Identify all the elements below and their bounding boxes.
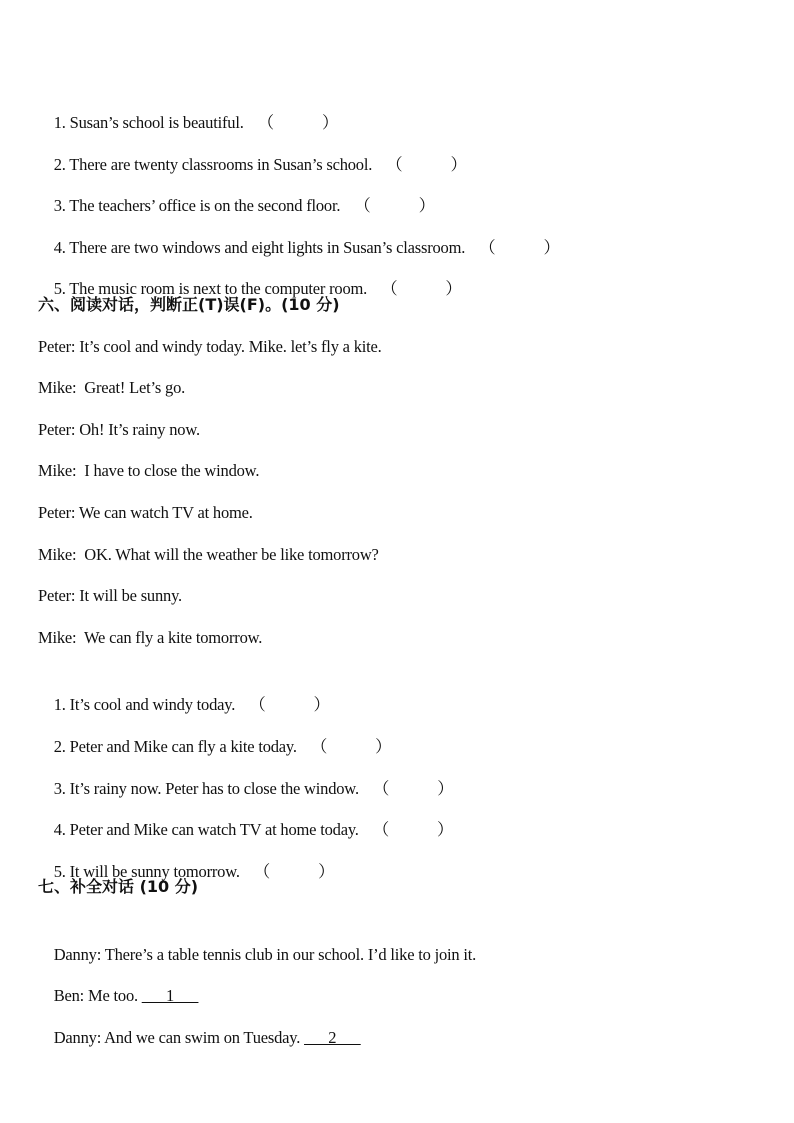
worksheet-content: [38, 84, 778, 1048]
answer-paren[interactable]: （ ）: [310, 736, 392, 756]
answer-paren[interactable]: （ ）: [249, 695, 330, 715]
section-seven-heading: 七、补全对话 (10 分): [38, 877, 199, 897]
tf-item: 5. The music room is next to the computer room. （ ）: [38, 250, 778, 292]
answer-paren[interactable]: （ ）: [253, 861, 335, 881]
dialogue-line: Ben: Me too. ___1___: [53, 986, 199, 1006]
tf-item: 3. It’s rainy now. Peter has to close the window. （ ）: [38, 750, 778, 792]
answer-paren[interactable]: （ ）: [479, 237, 560, 257]
dialogue-line: Danny: And we can swim on Tuesday. ___2___: [53, 1028, 361, 1048]
dialogue-line: Peter: Oh! It’s rainy now.: [38, 419, 200, 439]
answer-paren[interactable]: （ ）: [257, 113, 339, 132]
fill-blank-1[interactable]: ___1___: [141, 986, 199, 1006]
dialogue-line: Mike: OK. What will the weather be like tomorrow?: [38, 544, 379, 564]
answer-paren[interactable]: （ ）: [372, 820, 454, 840]
tf-item: 4. There are two windows and eight lights in Susan’s classroom. （ ）: [38, 209, 778, 251]
tf-item: 1. It’s cool and windy today. （ ）: [38, 666, 778, 708]
dialogue-line: Danny: There’s a table tennis club in our school. I’d like to join it.: [53, 944, 477, 964]
dialogue-line: Mike: We can fly a kite tomorrow.: [38, 627, 263, 647]
answer-paren[interactable]: （ ）: [354, 196, 435, 216]
dialogue-line: Peter: It will be sunny.: [38, 586, 182, 606]
answer-paren[interactable]: （ ）: [386, 154, 467, 174]
tf-item: 4. Peter and Mike can watch TV at home today. （ ）: [38, 791, 778, 833]
tf-item: 2. Peter and Mike can fly a kite today. （ ）: [38, 708, 778, 750]
fill-blank-2[interactable]: ___2___: [304, 1028, 361, 1048]
dialogue-line: Mike: Great! Let’s go.: [38, 378, 186, 398]
tf-item: 3. The teachers’ office is on the second floor. （ ）: [38, 167, 778, 209]
tf-item: 5. It will be sunny tomorrow. （ ）: [38, 833, 778, 875]
answer-paren[interactable]: （ ）: [372, 778, 454, 798]
section-six-heading: 六、阅读对话，判断正(T)误(F)。(10 分): [38, 294, 340, 314]
dialogue-line: Peter: It’s cool and windy today. Mike. let’s fly a kite.: [38, 336, 382, 356]
dialogue-line: Mike: I have to close the window.: [38, 461, 260, 481]
answer-paren[interactable]: （ ）: [381, 279, 462, 299]
tf-item: 1. Susan’s school is beautiful. （ ）: [38, 84, 778, 126]
tf-item: 2. There are twenty classrooms in Susan’s school. （ ）: [38, 126, 778, 168]
dialogue-line: Peter: We can watch TV at home.: [38, 502, 253, 522]
